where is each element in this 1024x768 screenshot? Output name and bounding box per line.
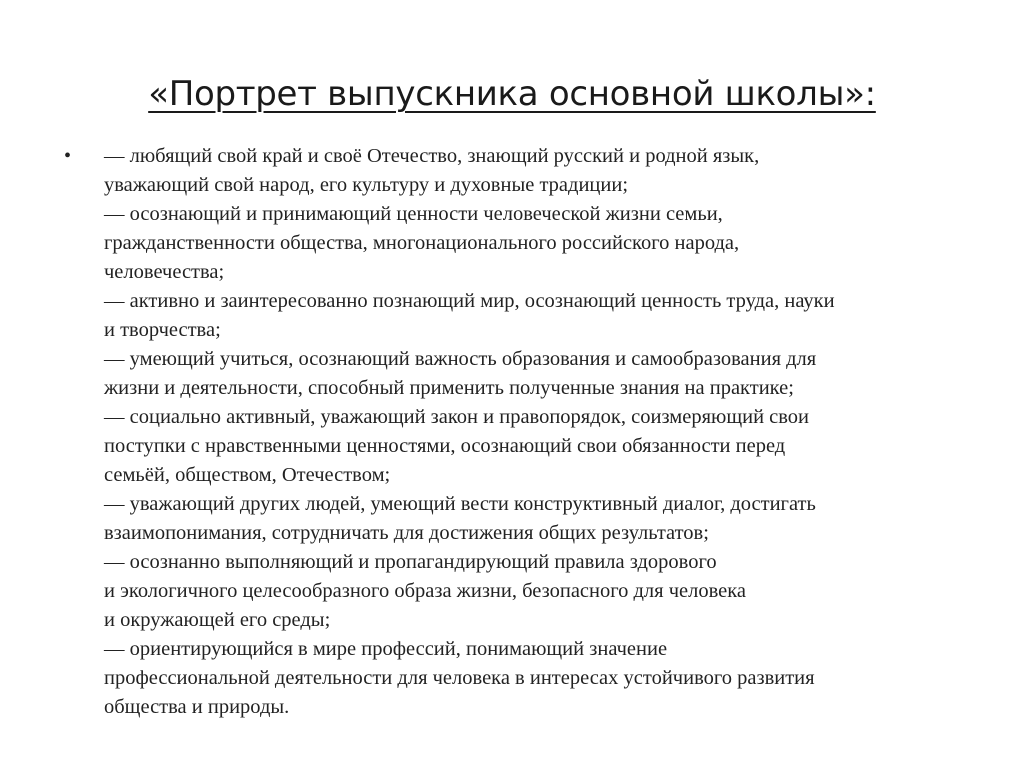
- text-line: общества и природы.: [104, 696, 290, 718]
- text-line: взаимопонимания, сотрудничать для достижения общих результатов;: [104, 522, 709, 544]
- text-line: — любящий свой край и своё Отечество, знающий русский и родной язык,: [104, 145, 760, 167]
- text-line: и экологичного целесообразного образа жизни, безопасного для человека: [104, 580, 747, 602]
- slide-title: «Портрет выпускника основной школы»:: [148, 74, 876, 114]
- text-line: профессиональной деятельности для человека в интересах устойчивого развития: [104, 667, 815, 689]
- text-line: поступки с нравственными ценностями, осознающий свои обязанности перед: [104, 435, 786, 457]
- text-line: семьёй, обществом, Отечеством;: [104, 464, 391, 486]
- text-line: — уважающий других людей, умеющий вести конструктивный диалог, достигать: [104, 493, 816, 515]
- text-line: — умеющий учиться, осознающий важность образования и самообразования для: [104, 348, 817, 370]
- text-line: — осознанно выполняющий и пропагандирующий правила здорового: [104, 551, 717, 573]
- bullet-marker: •: [64, 145, 72, 167]
- text-line: — социально активный, уважающий закон и правопорядок, соизмеряющий свои: [104, 406, 810, 428]
- text-line: уважающий свой народ, его культуру и духовные традиции;: [104, 174, 629, 196]
- text-line: — активно и заинтересованно познающий мир, осознающий ценность труда, науки: [104, 290, 835, 312]
- text-line: и окружающей его среды;: [104, 609, 331, 631]
- text-line: — ориентирующийся в мире профессий, понимающий значение: [104, 638, 668, 660]
- text-line: — осознающий и принимающий ценности человеческой жизни семьи,: [104, 203, 723, 225]
- bullet-text: [104, 142, 984, 722]
- text-line: жизни и деятельности, способный применить полученные знания на практике;: [104, 377, 794, 399]
- text-line: человечества;: [104, 261, 225, 283]
- text-line: и творчества;: [104, 319, 221, 341]
- text-line: гражданственности общества, многонационального российского народа,: [104, 232, 740, 254]
